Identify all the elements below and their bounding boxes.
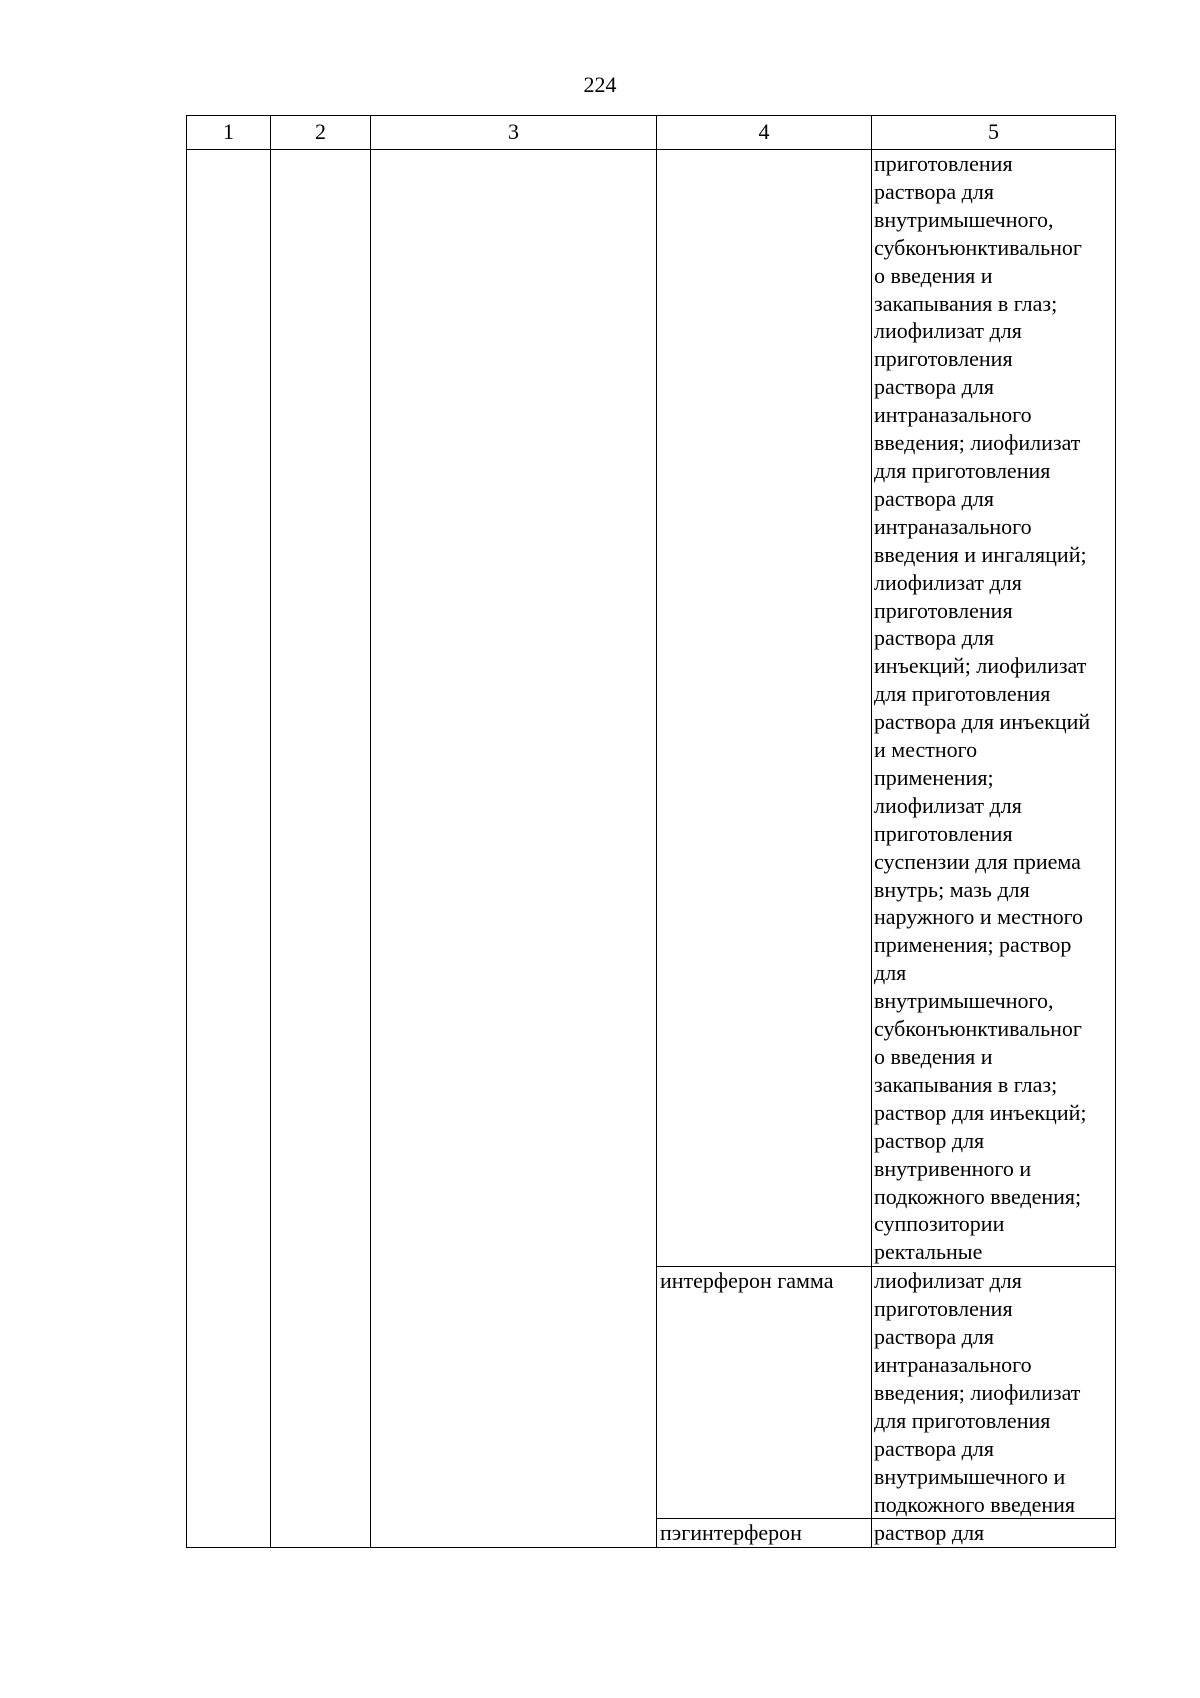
table-row: [187, 1519, 1116, 1548]
page-number: 224: [583, 72, 617, 97]
dosage-form-cell: лиофилизат для приготовления раствора для интраназального введения; лиофилизат для приготовления раствора для внутримышечного и подкожного введения: [872, 1267, 1116, 1519]
table-header-row: [187, 116, 1116, 150]
dosage-form-cell: раствор для: [872, 1519, 1116, 1548]
drug-name-cell: пэгинтерферон: [657, 1519, 872, 1548]
column-header-4: 4: [657, 116, 872, 150]
column-header-2: 2: [271, 116, 371, 150]
subgroup-cell: [371, 1519, 657, 1548]
atc-code-cell: [187, 150, 271, 1267]
dosage-form-cell: приготовления раствора для внутримышечного, субконъюнктивальног о введения и закапывания в глаз; лиофилизат для приготовления раствора для интраназального введения; лиофилизат для приготовления раствора для интраназального введения и ингаляций; лиофилизат для приготовления раствора для инъекций; лиофилизат для приготовления раствора для инъекций и местного применения; лиофилизат для приготовления суспензии для приема внутрь; мазь для наружного и местного применения; раствор для внутримышечного, субконъюнктивальног о введения и закапывания в глаз; раствор для инъекций; раствор для внутривенного и подкожного введения; суппозитории ректальные: [872, 150, 1116, 1267]
table-row: [187, 150, 1116, 1267]
atc-code-cell: [187, 1519, 271, 1548]
atc-code-cell: [187, 1267, 271, 1519]
column-header-3: 3: [371, 116, 657, 150]
column-header-5: 5: [872, 116, 1116, 150]
subgroup-cell: [371, 150, 657, 1267]
column-header-1: 1: [187, 116, 271, 150]
table-row: [187, 1267, 1116, 1519]
group-cell: [271, 1267, 371, 1519]
group-cell: [271, 150, 371, 1267]
subgroup-cell: [371, 1267, 657, 1519]
group-cell: [271, 1519, 371, 1548]
drug-name-cell: [657, 150, 872, 1267]
drug-list-table: [186, 115, 1116, 1548]
drug-name-cell: интерферон гамма: [657, 1267, 872, 1519]
